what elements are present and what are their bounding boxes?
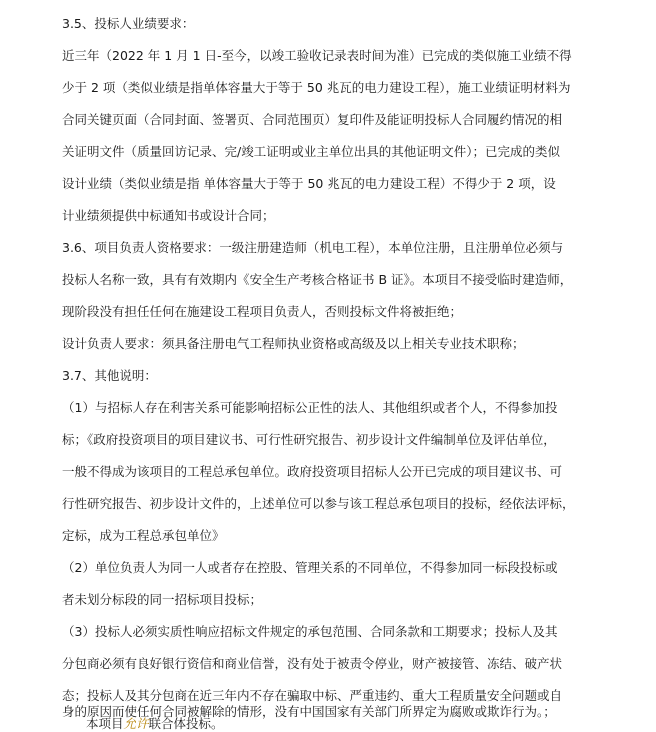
heading-3-5: 3.5、投标人业绩要求：	[62, 16, 195, 31]
text-line: 设计负责人要求：须具备注册电气工程师执业资格或高级及以上相关专业技术职称；	[62, 336, 525, 351]
text-line: 投标人名称一致，具有有效期内《安全生产考核合格证书 B 证》。本项目不接受临时建造师，	[62, 272, 573, 287]
text-line: 少于 2 项（类似业绩是指单体容量大于等于 50 兆瓦的电力建设工程），施工业绩证明材料为	[62, 80, 571, 95]
text-line: 近三年（2022 年 1 月 1 日-至今，以竣工验收记录表时间为准）已完成的类似施工业绩不得	[62, 48, 572, 63]
jv-prefix: 本项目	[86, 716, 124, 731]
text-line: （2）单位负责人为同一人或者存在控股、管理关系的不同单位，不得参加同一标段投标或	[62, 560, 558, 575]
text-line: 现阶段没有担任任何在施建设工程项目负责人，否则投标文件将被拒绝；	[62, 304, 463, 319]
jv-suffix: 联合体投标。	[148, 716, 224, 731]
text-line: 关证明文件（质量回访记录、完/竣工证明或业主单位出具的其他证明文件）；已完成的类似	[62, 144, 560, 159]
text-line: 分包商必须有良好银行资信和商业信誉，没有处于被责令停业，财产被接管、冻结、破产状	[62, 656, 563, 671]
joint-venture-line	[0, 716, 656, 732]
heading-3-6: 3.6、项目负责人资格要求：一级注册建造师（机电工程），本单位注册，且注册单位必须与	[62, 240, 564, 255]
text-line: 行性研究报告、初步设计文件的，上述单位可以参与该工程总承包项目的投标，经依法评标，	[62, 496, 575, 511]
text-line: 标；《政府投资项目的项目建议书、可行性研究报告、初步设计文件编制单位及评估单位，	[62, 432, 556, 447]
text-line: 计业绩须提供中标通知书或设计合同；	[62, 208, 275, 223]
text-line: 合同关键页面（合同封面、签署页、合同范围页）复印件及能证明投标人合同履约情况的相	[62, 112, 563, 127]
text-line: 设计业绩（类似业绩是指 单体容量大于等于 50 兆瓦的电力建设工程）不得少于 2 项，设	[62, 176, 556, 191]
text-line: 一般不得成为该项目的工程总承包单位。政府投资项目招标人公开已完成的项目建议书、可	[62, 464, 563, 479]
text-line: 定标，成为工程总承包单位》	[62, 528, 225, 543]
jv-emphasis: 允许	[123, 716, 149, 731]
heading-3-7: 3.7、其他说明：	[62, 368, 157, 383]
text-line: （1）与招标人存在利害关系可能影响招标公正性的法人、其他组织或者个人，不得参加投	[62, 400, 558, 415]
text-line: （3）投标人必须实质性响应招标文件规定的承包范围、合同条款和工期要求；投标人及其	[62, 624, 558, 639]
text-line: 身的原因而使任何合同被解除的情形，没有中国国家有关部门所界定为腐败或欺诈行为。；	[62, 704, 556, 719]
text-line: 态；投标人及其分包商在近三年内不存在骗取中标、严重违约、重大工程质量安全问题或自	[62, 688, 563, 703]
text-line: 者未划分标段的同一招标项目投标；	[62, 592, 263, 607]
